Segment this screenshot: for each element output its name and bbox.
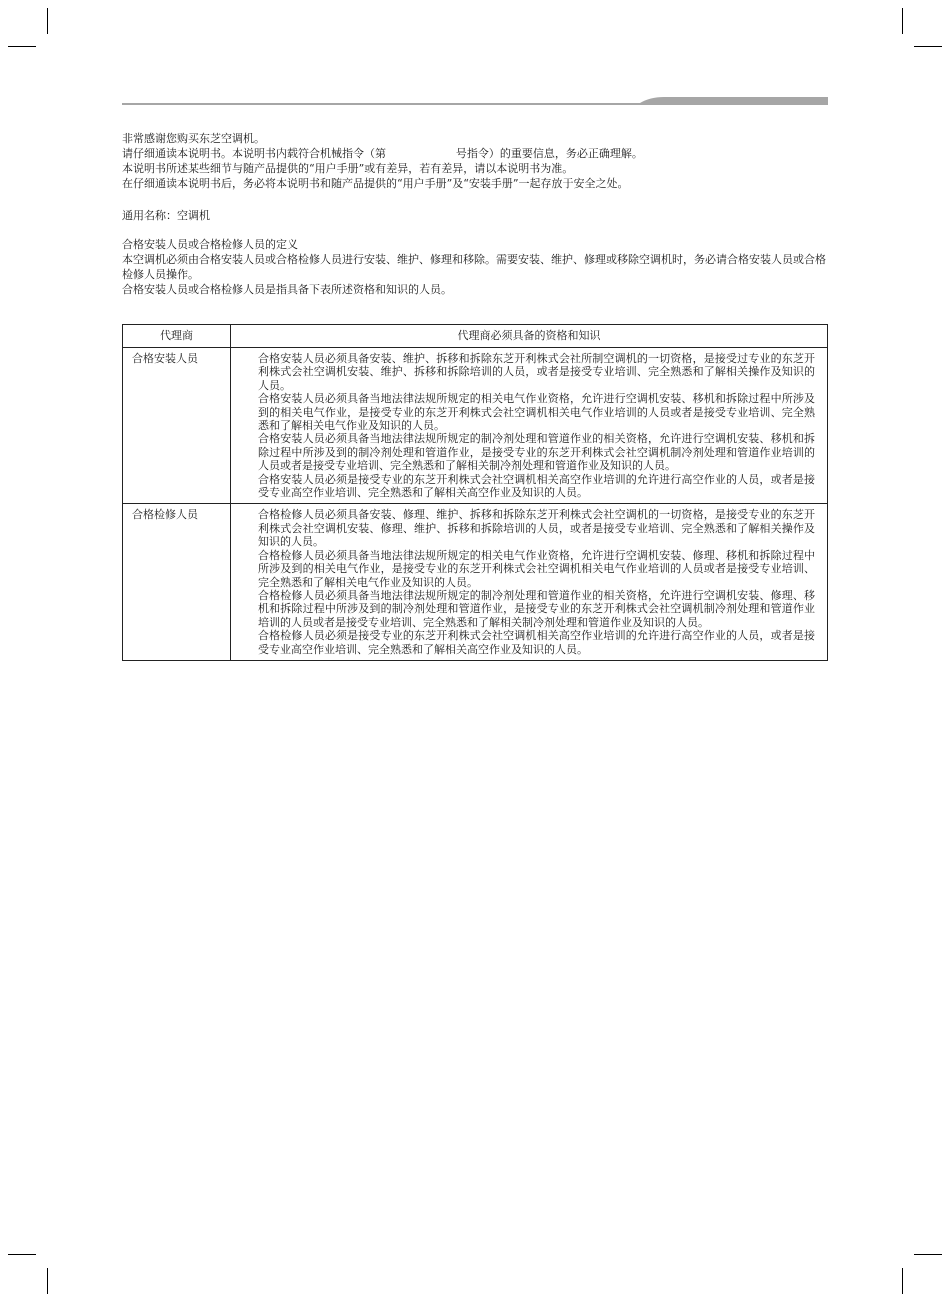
intro-line: 请仔细通读本说明书。本说明书内载符合机械指令（第 号指令）的重要信息，务必正确理解。 xyxy=(122,147,643,160)
intro-text xyxy=(122,131,828,191)
qualification-table xyxy=(122,324,828,661)
qualification-item: 合格安装人员必须是接受专业的东芝开利株式会社空调机相关高空作业培训的允许进行高空作业的人员，或者是接受专业高空作业培训、完全熟悉和了解相关高空作业及知识的人员。 xyxy=(258,472,815,500)
crop-mark xyxy=(47,8,48,34)
qualification-item: 合格检修人员必须具备当地法律法规所规定的制冷剂处理和管道作业的相关资格，允许进行空调机安装、修理、移机和拆除过程中所涉及到的制冷剂处理和管道作业，是接受专业的东芝开利株式会社空调机制冷剂处理和管道作业培训的人员或者是接受专业培训、完全熟悉和了解相关制冷剂处理和管道作业及知识的人员。 xyxy=(258,588,815,629)
qualification-item: 合格安装人员必须具备安装、维护、拆移和拆除东芝开利株式会社所制空调机的一切资格，是接受过专业的东芝开利株式会社空调机安装、维护、拆移和拆除培训的人员，或者是接受专业培训、完全熟悉和了解相关操作及知识的人员。 xyxy=(258,352,815,392)
intro-line: 在仔细通读本说明书后，务必将本说明书和随产品提供的“用户手册”及“安装手册”一起存放于安全之处。 xyxy=(122,177,629,190)
crop-mark xyxy=(914,46,942,47)
definition-heading: 合格安装人员或合格检修人员的定义 xyxy=(122,238,298,251)
page-content xyxy=(122,131,828,297)
common-name: 通用名称：空调机 xyxy=(122,209,210,222)
crop-mark xyxy=(902,1268,903,1294)
qualification-item: 合格检修人员必须具备当地法律法规所规定的相关电气作业资格，允许进行空调机安装、修理、移机和拆除过程中所涉及到的相关电气作业，是接受专业的东芝开利株式会社空调机相关电气作业培训的人员或者是接受专业培训、完全熟悉和了解相关电气作业及知识的人员。 xyxy=(258,548,815,589)
crop-mark xyxy=(47,1268,48,1294)
table-row xyxy=(123,504,828,660)
table-row xyxy=(123,348,828,504)
qualification-cell xyxy=(231,504,828,660)
role-cell: 合格安装人员 xyxy=(123,348,231,504)
column-header-agent: 代理商 xyxy=(123,325,231,348)
qualification-item: 合格检修人员必须是接受专业的东芝开利株式会社空调机相关高空作业培训的允许进行高空作业的人员，或者是接受专业高空作业培训、完全熟悉和了解相关高空作业及知识的人员。 xyxy=(258,629,815,656)
crop-mark xyxy=(8,46,36,47)
qualification-cell xyxy=(231,348,828,504)
crop-mark xyxy=(8,1254,36,1255)
qualification-item: 合格安装人员必须具备当地法律法规所规定的制冷剂处理和管道作业的相关资格，允许进行空调机安装、移机和拆除过程中所涉及到的制冷剂处理和管道作业，是接受专业的东芝开利株式会社空调机制冷剂处理和管道作业培训的人员或者是接受专业培训、完全熟悉和了解相关制冷剂处理和管道作业及知识的人员。 xyxy=(258,432,815,473)
column-header-qualifications: 代理商必须具备的资格和知识 xyxy=(231,325,828,348)
qualification-item: 合格安装人员必须具备当地法律法规所规定的相关电气作业资格，允许进行空调机安装、移机和拆除过程中所涉及到的相关电气作业，是接受专业的东芝开利株式会社空调机相关电气作业培训的人员或者是接受专业培训、完全熟悉和了解相关电气作业及知识的人员。 xyxy=(258,392,815,433)
intro-line: 非常感谢您购买东芝空调机。 xyxy=(122,132,265,145)
intro-line: 本说明书所述某些细节与随产品提供的“用户手册”或有差异，若有差异，请以本说明书为准。 xyxy=(122,162,574,175)
table-header-row xyxy=(123,325,828,348)
qualification-item: 合格检修人员必须具备安装、修理、维护、拆移和拆除东芝开利株式会社空调机的一切资格，是接受专业的东芝开利株式会社空调机安装、修理、维护、拆移和拆除培训的人员，或者是接受专业培训、完全熟悉和了解相关操作及知识的人员。 xyxy=(258,508,815,549)
definition-section xyxy=(122,237,828,297)
definition-paragraph: 合格安装人员或合格检修人员是指具备下表所述资格和知识的人员。 xyxy=(122,283,452,296)
crop-mark xyxy=(914,1254,942,1255)
role-cell: 合格检修人员 xyxy=(123,504,231,660)
crop-mark xyxy=(902,8,903,34)
definition-paragraph: 本空调机必须由合格安装人员或合格检修人员进行安装、维护、修理和移除。需要安装、维护、修理或移除空调机时，务必请合格安装人员或合格检修人员操作。 xyxy=(122,253,826,281)
header-bar xyxy=(122,97,828,111)
